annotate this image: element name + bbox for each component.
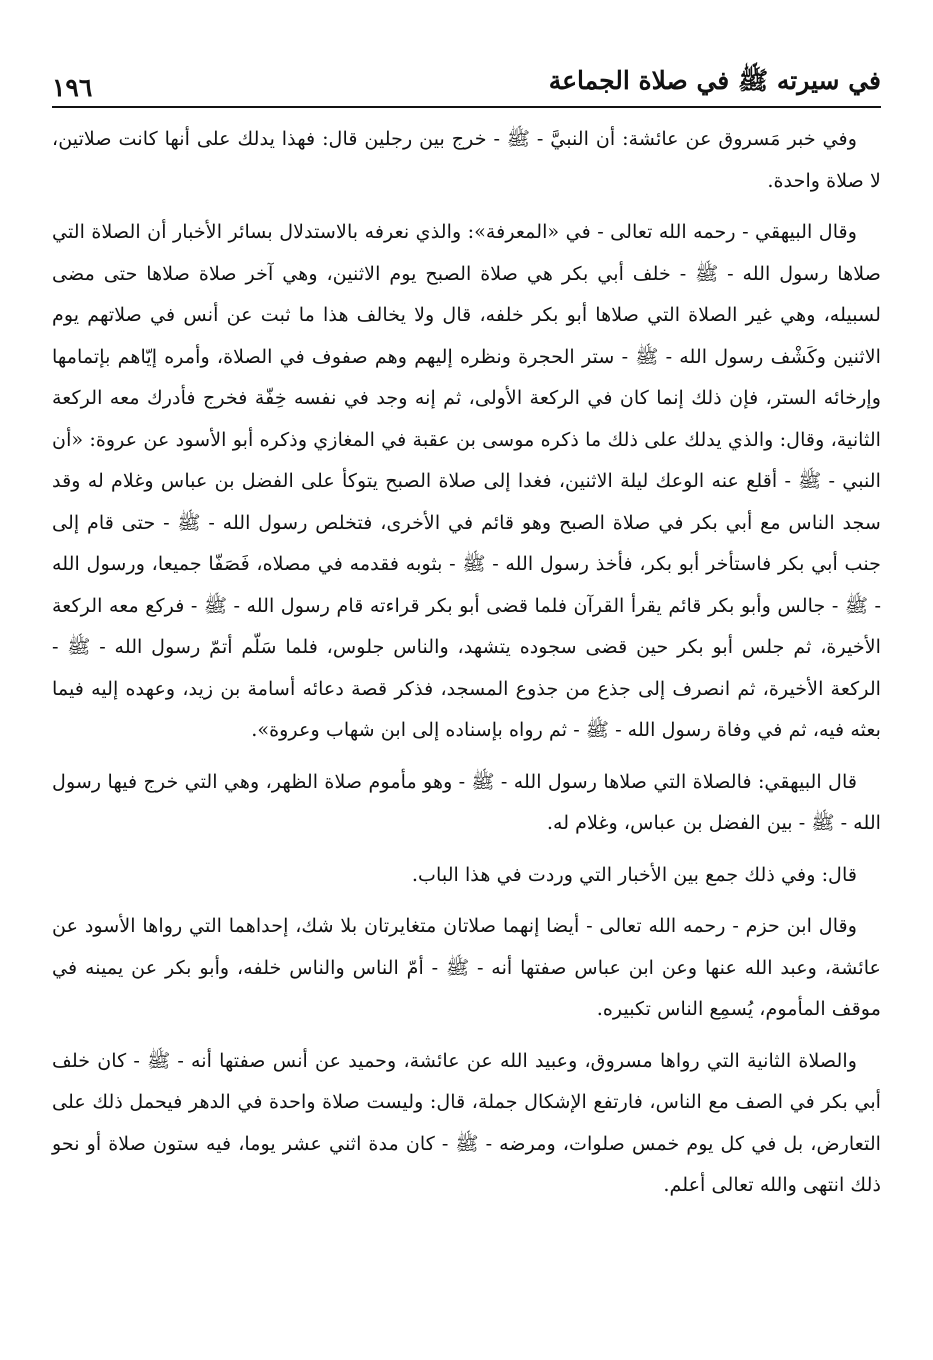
body-text	[52, 118, 881, 1216]
page-number: ١٩٦	[52, 73, 93, 102]
paragraph: قال: وفي ذلك جمع بين الأخبار التي وردت في هذا الباب.	[411, 862, 857, 886]
paragraph: وقال البيهقي - رحمه الله تعالى - في «المعرفة»: والذي نعرفه بالاستدلال بسائر الأخبار أن الصلاة التي صلاها رسول الله - ﷺ - خلف أبي بكر هي صلاة الصبح يوم الاثنين، وهي آخر صلاة صلاها حتى مضى لسبيله، وهي غير الصلاة التي صلاها أبو بكر خلفه، قال ولا يخالف هذا ما ثبت عن أنس في صلاتهم يوم الاثنين وكَشْف رسول الله - ﷺ - ستر الحجرة ونظره إليهم وهم صفوف في الصلاة، وأمره إيّاهم بإتمامها وإرخائه الستر، فإن ذلك إنما كان في الركعة الأولى، ثم إنه وجد في نفسه خِفّة فخرج فأدرك معه الركعة الثانية، وقال: والذي يدلك على ذلك ما ذكره موسى بن عقبة في المغازي وذكره أبو الأسود عن عروة: «أن النبي - ﷺ - أقلع عنه الوعك ليلة الاثنين، فغدا إلى صلاة الصبح يتوكأ على الفضل بن عباس وغلام له وقد سجد الناس مع أبي بكر في صلاة الصبح وهو قائم في الأخرى، فتخلص رسول الله - ﷺ - حتى قام إلى جنب أبي بكر فاستأخر أبو بكر، فأخذ رسول الله - ﷺ - بثوبه فقدمه في مصلاه، فَصَفّا جميعا، ورسول الله - ﷺ - جالس وأبو بكر قائم يقرأ القرآن فلما قضى أبو بكر قراءته قام رسول الله - ﷺ - فركع معه الركعة الأخيرة، ثم جلس أبو بكر حين قضى سجوده يتشهد، والناس جلوس، فلما سَلّم أتمّ رسول الله - ﷺ - الركعة الأخيرة، ثم انصرف إلى جذع من جذوع المسجد، فذكر قصة دعائه أسامة بن زيد، وعهده إليه فيما بعثه فيه، ثم في وفاة رسول الله - ﷺ - ثم رواه بإسناده إلى ابن شهاب وعروة».	[52, 220, 881, 741]
paragraph: وفي خبر مَسروق عن عائشة: أن النبيَّ - ﷺ - خرج بين رجلين قال: فهذا يدلك على أنها كانت صلاتين، لا صلاة واحدة.	[52, 127, 881, 192]
paragraph: وقال ابن حزم - رحمه الله تعالى - أيضا إنهما صلاتان متغايرتان بلا شك، إحداهما التي رواها الأسود عن عائشة، وعبد الله عنها وعن ابن عباس صفتها أنه - ﷺ - أمّ الناس والناس خلفه، وأبو بكر عن يمينه في موقف المأموم، يُسمِع الناس تكبيره.	[52, 914, 881, 1020]
paragraph: قال البيهقي: فالصلاة التي صلاها رسول الله - ﷺ - وهو مأموم صلاة الظهر، وهي التي خرج فيها رسول الله - ﷺ - بين الفضل بن عباس، وغلام له.	[52, 769, 881, 834]
running-header	[52, 58, 881, 108]
header-title: في سيرته ﷺ في صلاة الجماعة	[548, 66, 881, 95]
paragraph: والصلاة الثانية التي رواها مسروق، وعبيد الله عن عائشة، وحميد عن أنس صفتها أنه - ﷺ - كان خلف أبي بكر في الصف مع الناس، فارتفع الإشكال جملة، قال: وليست صلاة واحدة في الدهر فيحمل ذلك على التعارض، بل في كل يوم خمس صلوات، ومرضه - ﷺ - كان مدة اثني عشر يوما، فيه ستون صلاة أو نحو ذلك انتهى والله تعالى أعلم.	[52, 1048, 881, 1196]
